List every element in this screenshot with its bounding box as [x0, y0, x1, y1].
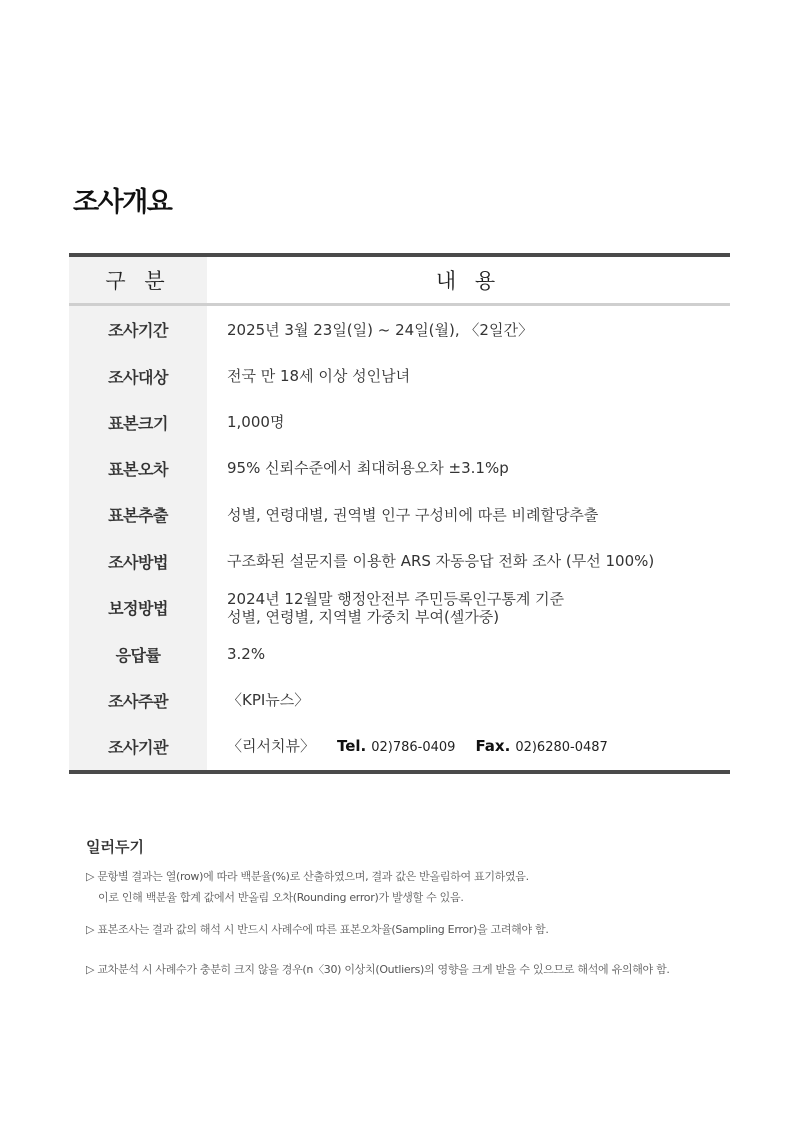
row-label: 조사대상 [69, 353, 207, 399]
row-label: 표본오차 [69, 445, 207, 491]
row-value: 〈KPI뉴스〉 [227, 691, 310, 709]
table-row [69, 723, 730, 770]
row-value: 전국 만 18세 이상 성인남녀 [227, 367, 411, 385]
row-label: 표본크기 [69, 399, 207, 445]
row-value: 성별, 연령대별, 권역별 인구 구성비에 따른 비례할당추출 [227, 505, 599, 524]
row-label: 조사기관 [69, 723, 207, 770]
row-label: 조사기간 [69, 306, 207, 353]
table-row [69, 445, 730, 491]
row-label: 조사주관 [69, 677, 207, 723]
tel-number: 02)786-0409 [371, 739, 456, 755]
fax-label: Fax. [475, 736, 511, 755]
page-title: 조사개요 [73, 187, 172, 218]
header-category: 구 분 [69, 257, 207, 303]
fax-number: 02)6280-0487 [515, 739, 608, 755]
org-name: 〈리서치뷰〉 [227, 736, 315, 755]
table-row [69, 353, 730, 399]
row-value [207, 723, 730, 770]
table-header [69, 257, 730, 306]
row-label: 응답률 [69, 631, 207, 677]
row-label: 조사방법 [69, 538, 207, 584]
header-content: 내 용 [435, 269, 502, 293]
table-row [69, 491, 730, 538]
row-value: 2024년 12월말 행정안전부 주민등록인구통계 기준 성별, 연령별, 지역별 가중치 부여(셀가중) [227, 589, 565, 626]
tel-label: Tel. [336, 736, 367, 755]
note-item: ▷ 교차분석 시 사례수가 충분히 크지 않을 경우(n〈30) 이상치(Outliers)의 영향을 크게 받을 수 있으므로 해석에 유의해야 함. [86, 963, 670, 976]
table-row [69, 399, 730, 445]
table-row [69, 631, 730, 677]
table-row [69, 677, 730, 723]
row-label: 보정방법 [69, 584, 207, 631]
row-value: 2025년 3월 23일(일) ~ 24일(월), 〈2일간〉 [227, 320, 533, 339]
survey-overview-table [69, 253, 730, 774]
notes-title: 일러두기 [86, 838, 144, 856]
row-value: 3.2% [227, 645, 266, 663]
note-item: ▷ 표본조사는 결과 값의 해석 시 반드시 사례수에 따른 표본오차율(Sampling Error)을 고려해야 함. [86, 923, 549, 936]
row-value: 구조화된 설문지를 이용한 ARS 자동응답 전화 조사 (무선 100%) [227, 552, 655, 570]
table-row [69, 306, 730, 353]
row-value: 1,000명 [227, 413, 285, 431]
table-row [69, 584, 730, 631]
note-item: ▷ 문항별 결과는 열(row)에 따라 백분율(%)로 산출하였으며, 결과 값은 반올림하여 표기하였음. 이로 인해 백분율 합계 값에서 반올림 오차(Rounding error)가 발생할 수 있음. [86, 870, 529, 904]
row-value: 95% 신뢰수준에서 최대허용오차 ±3.1%p [227, 459, 509, 477]
row-label: 표본추출 [69, 491, 207, 538]
table-row [69, 538, 730, 584]
